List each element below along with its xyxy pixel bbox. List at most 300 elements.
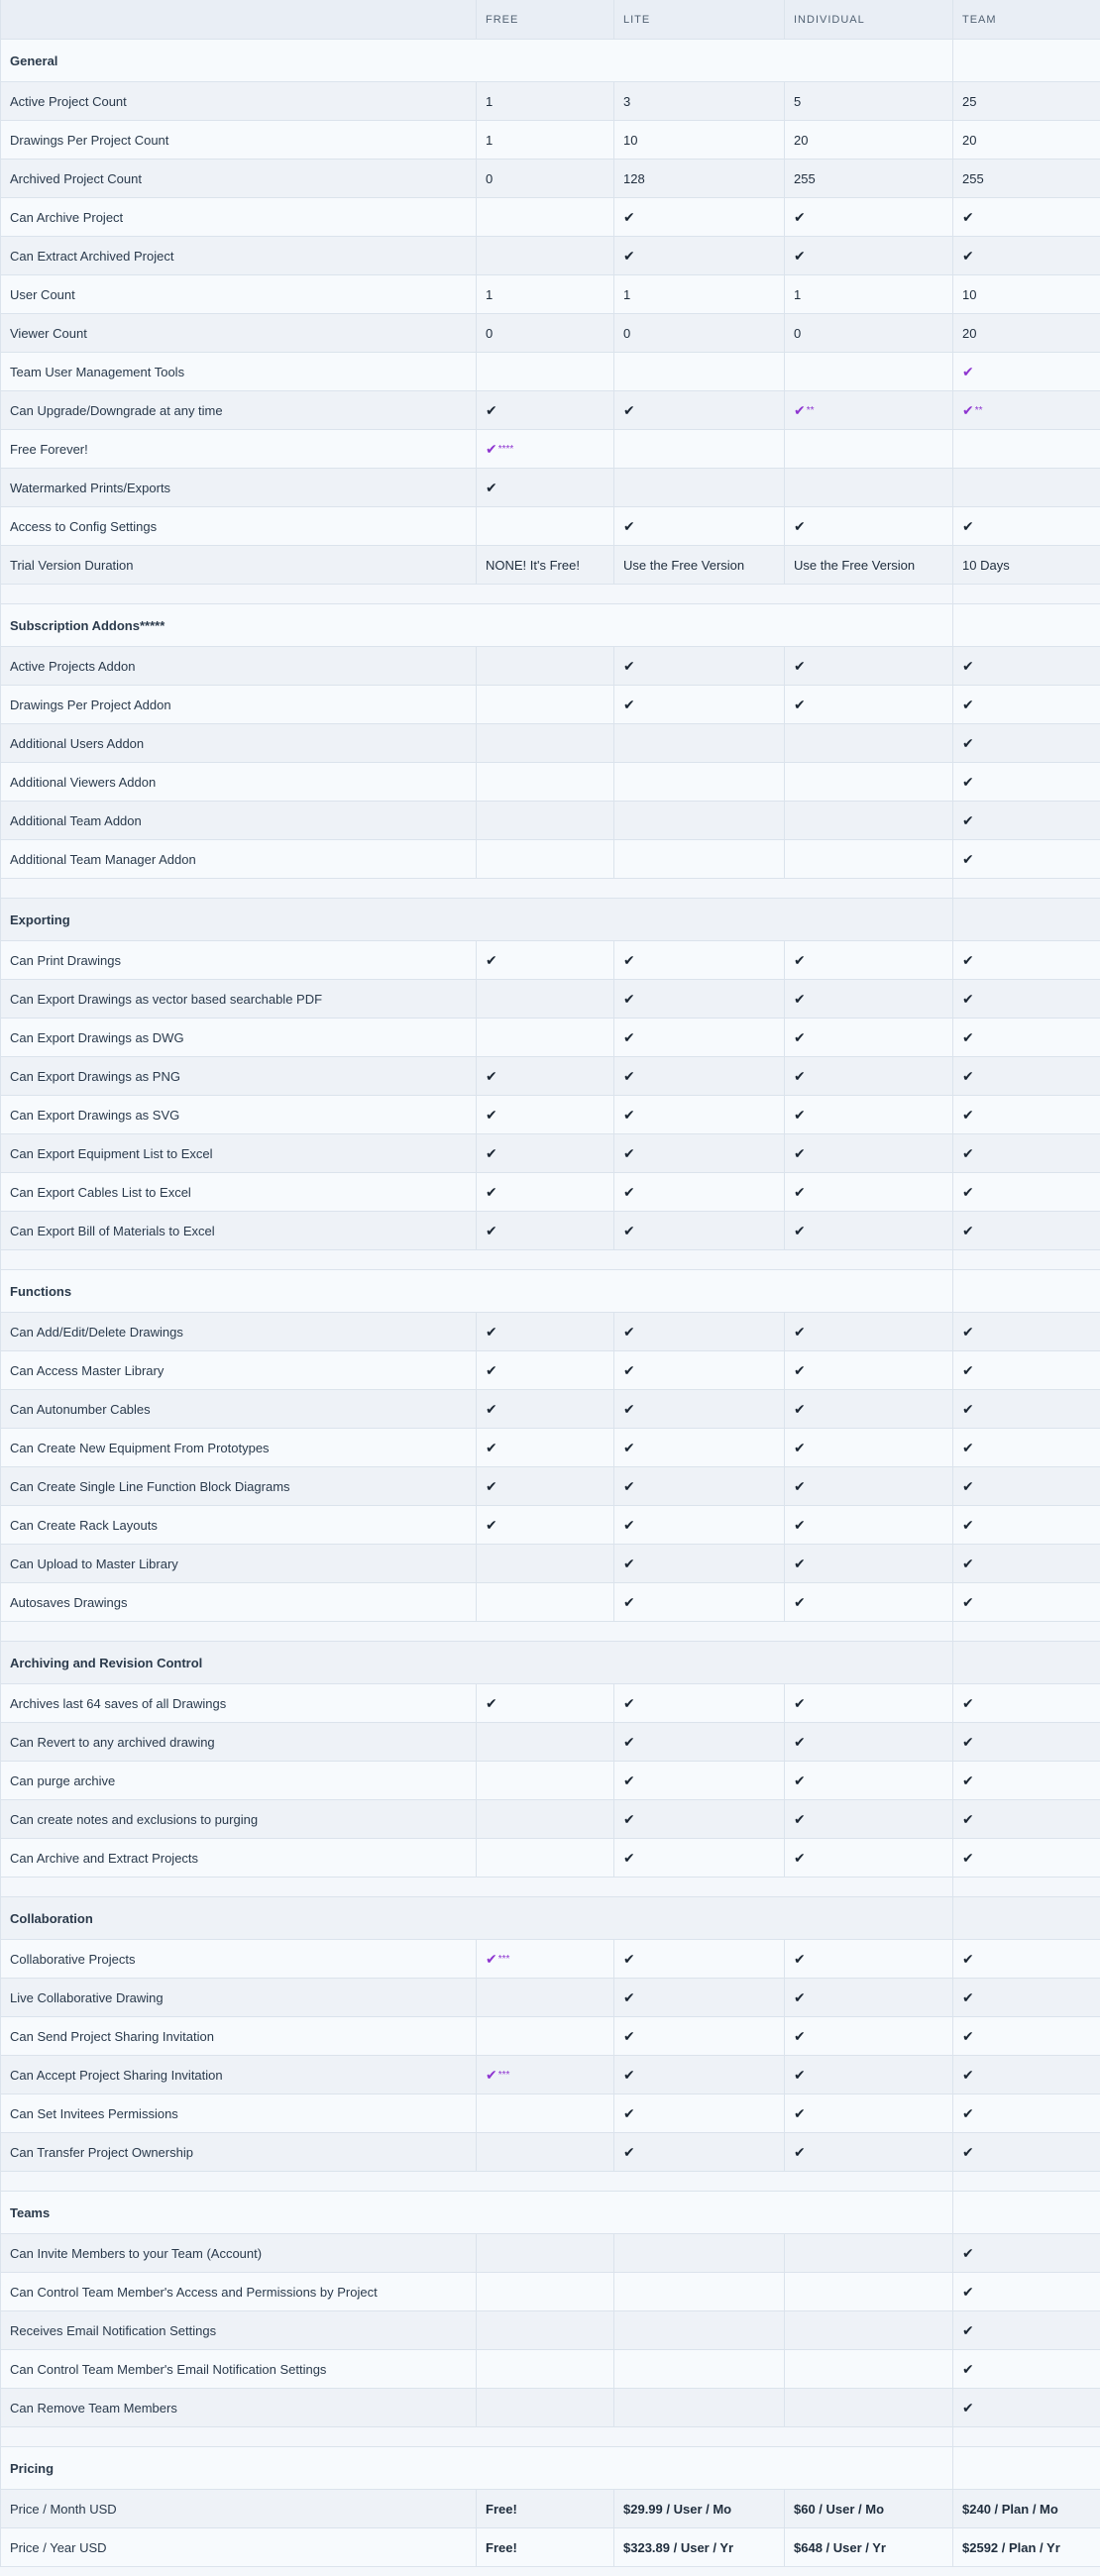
check-icon: ✔ — [623, 2066, 635, 2083]
value-free — [477, 1313, 614, 1351]
feature-label: Can Add/Edit/Delete Drawings — [1, 1313, 477, 1351]
value-team — [953, 1212, 1100, 1250]
value-lite — [614, 763, 785, 802]
check-icon: ✔ — [623, 1400, 635, 1417]
section-title: Subscription Addons***** — [1, 604, 953, 647]
cell-value: 1 — [486, 93, 494, 109]
value-individual — [785, 1019, 953, 1057]
section-title: Collaboration — [1, 1897, 953, 1940]
check-icon: ✔ — [486, 1694, 497, 1711]
value-lite — [614, 507, 785, 546]
check-icon: ✔ — [962, 401, 974, 418]
value-free — [477, 724, 614, 763]
footnote-marker: *** — [497, 1953, 510, 1965]
value-lite — [614, 391, 785, 430]
check-icon: ✔ — [794, 1988, 806, 2005]
section-title: Functions — [1, 1270, 953, 1313]
feature-label: Can Create Single Line Function Block Diagrams — [1, 1467, 477, 1506]
footnote-marker: ** — [806, 404, 815, 416]
check-icon: ✔ — [486, 1106, 497, 1123]
section-title-blank — [953, 1270, 1100, 1313]
feature-label: Watermarked Prints/Exports — [1, 469, 477, 507]
check-icon: ✔ — [794, 1771, 806, 1788]
feature-label: Can Control Team Member's Email Notification Settings — [1, 2350, 477, 2389]
value-free — [477, 430, 614, 469]
value-free — [477, 802, 614, 840]
value-free — [477, 82, 614, 121]
cell-value: 0 — [623, 325, 631, 341]
feature-label: Access to Config Settings — [1, 507, 477, 546]
value-lite — [614, 686, 785, 724]
value-lite — [614, 2350, 785, 2389]
value-individual — [785, 724, 953, 763]
cell-value: NONE! It's Free! — [486, 557, 580, 573]
check-icon: ✔ — [623, 401, 635, 418]
value-individual — [785, 2133, 953, 2172]
value-team — [953, 1429, 1100, 1467]
value-individual — [785, 2017, 953, 2056]
check-icon: ✔ — [623, 1516, 635, 1533]
check-icon: ✔ — [962, 1439, 974, 1455]
value-team — [953, 1019, 1100, 1057]
value-lite — [614, 198, 785, 237]
check-icon: ✔ — [623, 1067, 635, 1084]
value-team — [953, 2490, 1100, 2528]
value-free — [477, 507, 614, 546]
check-icon: ✔ — [794, 1733, 806, 1750]
section-title-blank — [953, 1897, 1100, 1940]
value-individual — [785, 237, 953, 275]
value-individual — [785, 430, 953, 469]
check-icon: ✔ — [794, 1400, 806, 1417]
check-icon: ✔ — [962, 2244, 974, 2261]
value-team — [953, 941, 1100, 980]
check-icon: ✔ — [794, 1106, 806, 1123]
feature-label: Can Export Cables List to Excel — [1, 1173, 477, 1212]
check-icon: ✔ — [794, 517, 806, 534]
feature-label: Can Archive and Extract Projects — [1, 1839, 477, 1878]
feature-label: Additional Viewers Addon — [1, 763, 477, 802]
value-free — [477, 1096, 614, 1134]
check-icon: ✔ — [623, 1222, 635, 1238]
check-icon: ✔ — [486, 1067, 497, 1084]
value-lite — [614, 1800, 785, 1839]
value-individual — [785, 546, 953, 585]
value-free — [477, 1583, 614, 1622]
value-team — [953, 724, 1100, 763]
value-individual — [785, 2490, 953, 2528]
value-lite — [614, 2234, 785, 2273]
cell-value: $240 / Plan / Mo — [962, 2501, 1058, 2517]
value-free — [477, 160, 614, 198]
feature-label: Can Remove Team Members — [1, 2389, 477, 2427]
feature-label: Can Control Team Member's Access and Permissions by Project — [1, 2273, 477, 2311]
check-icon: ✔ — [486, 1400, 497, 1417]
feature-label: Collaborative Projects — [1, 1940, 477, 1979]
check-icon: ✔ — [962, 2399, 974, 2415]
feature-label: Can purge archive — [1, 1762, 477, 1800]
check-icon: ✔ — [486, 1222, 497, 1238]
header-lite: LITE — [614, 0, 785, 40]
value-individual — [785, 353, 953, 391]
value-individual — [785, 2528, 953, 2567]
check-icon: ✔ — [623, 2104, 635, 2121]
value-free — [477, 763, 614, 802]
value-lite — [614, 1723, 785, 1762]
value-individual — [785, 647, 953, 686]
cell-value: 3 — [623, 93, 631, 109]
check-icon: ✔ — [962, 696, 974, 712]
feature-label: Can Set Invitees Permissions — [1, 2094, 477, 2133]
value-lite — [614, 2311, 785, 2350]
value-lite — [614, 1429, 785, 1467]
value-team — [953, 2133, 1100, 2172]
value-individual — [785, 314, 953, 353]
spacer-cell — [953, 2172, 1100, 2192]
value-team — [953, 1390, 1100, 1429]
feature-label: Receives Email Notification Settings — [1, 2311, 477, 2350]
value-lite — [614, 1684, 785, 1723]
check-icon: ✔ — [962, 2360, 974, 2377]
feature-label: Can Create New Equipment From Prototypes — [1, 1429, 477, 1467]
value-team — [953, 1467, 1100, 1506]
spacer-cell — [1, 2427, 953, 2447]
check-icon: ✔ — [794, 1849, 806, 1866]
value-lite — [614, 275, 785, 314]
value-free — [477, 686, 614, 724]
check-icon: ✔ — [962, 1222, 974, 1238]
check-icon: ✔ — [623, 1361, 635, 1378]
value-team — [953, 275, 1100, 314]
check-icon: ✔ — [962, 773, 974, 790]
check-icon: ✔ — [962, 2321, 974, 2338]
footnote-marker: **** — [497, 443, 514, 455]
section-title-blank — [953, 2447, 1100, 2490]
check-icon: ✔ — [486, 1323, 497, 1340]
feature-label: Can Upload to Master Library — [1, 1545, 477, 1583]
check-icon: ✔ — [486, 401, 497, 418]
value-team — [953, 2017, 1100, 2056]
section-title: General — [1, 40, 953, 82]
feature-label: Can Accept Project Sharing Invitation — [1, 2056, 477, 2094]
value-free — [477, 1057, 614, 1096]
check-icon: ✔ — [486, 1144, 497, 1161]
value-individual — [785, 121, 953, 160]
value-free — [477, 1134, 614, 1173]
check-icon: ✔ — [794, 247, 806, 264]
cell-value: 1 — [486, 286, 494, 302]
feature-label: Team User Management Tools — [1, 353, 477, 391]
value-team — [953, 840, 1100, 879]
cell-value: 0 — [794, 325, 802, 341]
check-icon: ✔ — [623, 2027, 635, 2044]
value-free — [477, 1545, 614, 1583]
feature-label: Can Invite Members to your Team (Account) — [1, 2234, 477, 2273]
check-icon: ✔ — [794, 1323, 806, 1340]
value-free — [477, 1390, 614, 1429]
check-icon: ✔ — [623, 1477, 635, 1494]
value-lite — [614, 980, 785, 1019]
value-lite — [614, 2528, 785, 2567]
feature-label: Live Collaborative Drawing — [1, 1979, 477, 2017]
value-free — [477, 198, 614, 237]
value-lite — [614, 546, 785, 585]
value-free — [477, 1762, 614, 1800]
value-lite — [614, 121, 785, 160]
value-free — [477, 2133, 614, 2172]
value-individual — [785, 1212, 953, 1250]
check-icon: ✔ — [623, 208, 635, 225]
value-individual — [785, 1429, 953, 1467]
check-icon: ✔ — [794, 1067, 806, 1084]
feature-label: Price / Year USD — [1, 2528, 477, 2567]
check-icon: ✔ — [794, 1694, 806, 1711]
check-icon: ✔ — [623, 1028, 635, 1045]
spacer-cell — [1, 2172, 953, 2192]
check-icon: ✔ — [962, 1950, 974, 1967]
value-lite — [614, 1839, 785, 1878]
value-individual — [785, 198, 953, 237]
feature-label: Can create notes and exclusions to purging — [1, 1800, 477, 1839]
check-icon: ✔ — [794, 990, 806, 1007]
check-icon: ✔ — [962, 951, 974, 968]
value-team — [953, 546, 1100, 585]
value-lite — [614, 1545, 785, 1583]
value-individual — [785, 1839, 953, 1878]
section-title: Archiving and Revision Control — [1, 1642, 953, 1684]
value-individual — [785, 840, 953, 879]
check-icon: ✔ — [794, 1593, 806, 1610]
cell-value: 10 — [962, 286, 977, 302]
section-title-blank — [953, 2192, 1100, 2234]
value-lite — [614, 430, 785, 469]
check-icon: ✔ — [962, 1361, 974, 1378]
feature-label: Additional Team Manager Addon — [1, 840, 477, 879]
value-individual — [785, 1979, 953, 2017]
value-individual — [785, 980, 953, 1019]
check-icon: ✔ — [794, 1950, 806, 1967]
value-team — [953, 1096, 1100, 1134]
feature-label: Price / Month USD — [1, 2490, 477, 2528]
value-team — [953, 2528, 1100, 2567]
check-icon: ✔ — [962, 517, 974, 534]
feature-label: Can Export Drawings as PNG — [1, 1057, 477, 1096]
value-lite — [614, 1390, 785, 1429]
check-icon: ✔ — [486, 1516, 497, 1533]
check-icon: ✔ — [962, 208, 974, 225]
value-team — [953, 314, 1100, 353]
value-team — [953, 1940, 1100, 1979]
value-team — [953, 2273, 1100, 2311]
value-team — [953, 1351, 1100, 1390]
value-free — [477, 2017, 614, 2056]
section-title-blank — [953, 1642, 1100, 1684]
check-icon: ✔ — [623, 696, 635, 712]
value-individual — [785, 763, 953, 802]
value-free — [477, 1979, 614, 2017]
check-icon: ✔ — [962, 2143, 974, 2160]
value-team — [953, 391, 1100, 430]
check-icon: ✔ — [794, 208, 806, 225]
check-icon: ✔ — [623, 1323, 635, 1340]
value-individual — [785, 82, 953, 121]
value-team — [953, 1173, 1100, 1212]
check-icon: ✔ — [962, 1400, 974, 1417]
value-lite — [614, 802, 785, 840]
value-team — [953, 1762, 1100, 1800]
section-title-blank — [953, 899, 1100, 941]
value-team — [953, 353, 1100, 391]
value-lite — [614, 1096, 785, 1134]
feature-label: Can Autonumber Cables — [1, 1390, 477, 1429]
value-individual — [785, 2056, 953, 2094]
value-team — [953, 237, 1100, 275]
feature-label: Can Export Equipment List to Excel — [1, 1134, 477, 1173]
spacer-cell — [1, 1250, 953, 1270]
value-lite — [614, 941, 785, 980]
check-icon: ✔ — [962, 1694, 974, 1711]
check-icon: ✔ — [962, 1988, 974, 2005]
value-free — [477, 314, 614, 353]
check-icon: ✔ — [962, 1771, 974, 1788]
check-icon: ✔ — [794, 696, 806, 712]
value-individual — [785, 1583, 953, 1622]
feature-label: Viewer Count — [1, 314, 477, 353]
section-title-blank — [953, 604, 1100, 647]
check-icon: ✔ — [486, 951, 497, 968]
check-icon: ✔ — [486, 479, 497, 495]
feature-label: Can Access Master Library — [1, 1351, 477, 1390]
value-free — [477, 2490, 614, 2528]
value-individual — [785, 1545, 953, 1583]
value-individual — [785, 941, 953, 980]
value-individual — [785, 1351, 953, 1390]
value-team — [953, 160, 1100, 198]
check-icon: ✔ — [794, 1361, 806, 1378]
value-team — [953, 2350, 1100, 2389]
cell-value: $648 / User / Yr — [794, 2539, 886, 2555]
cell-value: 255 — [962, 170, 984, 186]
feature-label: Trial Version Duration — [1, 546, 477, 585]
cell-value: 5 — [794, 93, 802, 109]
value-free — [477, 1940, 614, 1979]
check-icon: ✔ — [962, 1555, 974, 1571]
spacer-cell — [953, 879, 1100, 899]
feature-label: Can Revert to any archived drawing — [1, 1723, 477, 1762]
value-lite — [614, 1057, 785, 1096]
cell-value: $2592 / Plan / Yr — [962, 2539, 1060, 2555]
spacer-cell — [953, 1250, 1100, 1270]
value-free — [477, 2056, 614, 2094]
check-icon: ✔ — [623, 1183, 635, 1200]
check-icon: ✔ — [962, 2066, 974, 2083]
check-icon: ✔ — [486, 1477, 497, 1494]
check-icon: ✔ — [486, 1439, 497, 1455]
feature-label: Autosaves Drawings — [1, 1583, 477, 1622]
check-icon: ✔ — [794, 1144, 806, 1161]
value-individual — [785, 1057, 953, 1096]
value-lite — [614, 2133, 785, 2172]
value-lite — [614, 237, 785, 275]
value-individual — [785, 1940, 953, 1979]
value-individual — [785, 160, 953, 198]
check-icon: ✔ — [623, 517, 635, 534]
value-free — [477, 237, 614, 275]
feature-label: Can Export Drawings as vector based searchable PDF — [1, 980, 477, 1019]
cell-value: Use the Free Version — [794, 557, 916, 573]
check-icon: ✔ — [623, 1106, 635, 1123]
value-free — [477, 2311, 614, 2350]
check-icon: ✔ — [794, 2066, 806, 2083]
check-icon: ✔ — [794, 1810, 806, 1827]
cell-value: 0 — [486, 170, 494, 186]
value-free — [477, 353, 614, 391]
value-team — [953, 1800, 1100, 1839]
value-free — [477, 2528, 614, 2567]
spacer-cell — [953, 1878, 1100, 1897]
value-team — [953, 82, 1100, 121]
header-team: TEAM — [953, 0, 1100, 40]
spacer-cell — [1, 585, 953, 604]
value-free — [477, 2389, 614, 2427]
value-team — [953, 198, 1100, 237]
value-lite — [614, 840, 785, 879]
feature-label: Drawings Per Project Count — [1, 121, 477, 160]
value-individual — [785, 1800, 953, 1839]
check-icon: ✔ — [486, 440, 497, 457]
check-icon: ✔ — [962, 850, 974, 867]
feature-label: Additional Team Addon — [1, 802, 477, 840]
value-team — [953, 763, 1100, 802]
value-lite — [614, 2017, 785, 2056]
check-icon: ✔ — [794, 1555, 806, 1571]
check-icon: ✔ — [623, 1144, 635, 1161]
value-individual — [785, 2094, 953, 2133]
value-team — [953, 2094, 1100, 2133]
check-icon: ✔ — [962, 2027, 974, 2044]
value-team — [953, 1723, 1100, 1762]
cell-value: Free! — [486, 2539, 517, 2555]
value-lite — [614, 353, 785, 391]
value-team — [953, 647, 1100, 686]
value-individual — [785, 469, 953, 507]
check-icon: ✔ — [623, 1694, 635, 1711]
check-icon: ✔ — [962, 811, 974, 828]
check-icon: ✔ — [962, 2283, 974, 2300]
check-icon: ✔ — [623, 657, 635, 674]
cell-value: 25 — [962, 93, 977, 109]
value-individual — [785, 1506, 953, 1545]
feature-label: User Count — [1, 275, 477, 314]
spacer-cell — [953, 2427, 1100, 2447]
check-icon: ✔ — [623, 1771, 635, 1788]
value-free — [477, 121, 614, 160]
spacer-cell — [1, 879, 953, 899]
cell-value: 20 — [794, 132, 809, 148]
cell-value: $29.99 / User / Mo — [623, 2501, 732, 2517]
spacer-cell — [1, 1878, 953, 1897]
value-lite — [614, 1019, 785, 1057]
check-icon: ✔ — [486, 1950, 497, 1967]
check-icon: ✔ — [962, 657, 974, 674]
cell-value: 10 Days — [962, 557, 1010, 573]
value-lite — [614, 1979, 785, 2017]
check-icon: ✔ — [623, 1988, 635, 2005]
feature-label: Can Export Drawings as DWG — [1, 1019, 477, 1057]
value-lite — [614, 1173, 785, 1212]
cell-value: Use the Free Version — [623, 557, 745, 573]
check-icon: ✔ — [486, 1183, 497, 1200]
